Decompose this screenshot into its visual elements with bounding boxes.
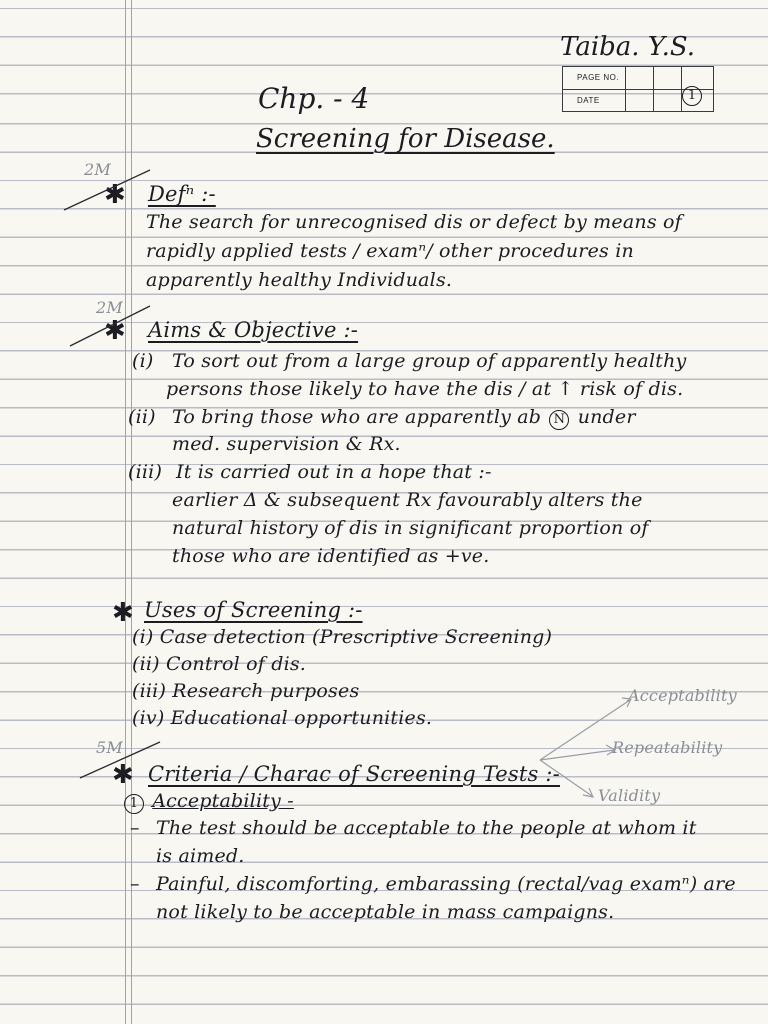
- criteria-bullet: –: [130, 873, 140, 895]
- circled-number-icon: 1: [124, 794, 144, 814]
- criteria-subheading: 1 Acceptability -: [122, 790, 294, 814]
- criteria-branch: Validity: [598, 786, 661, 805]
- aims-item-line: To bring those who are apparently ab N under: [172, 406, 636, 428]
- criteria-heading: Criteria / Charac of Screening Tests :-: [148, 762, 560, 786]
- criteria-branch: Acceptability: [628, 686, 737, 705]
- criteria-branch: Repeatability: [612, 738, 723, 757]
- stamp-page-label: PAGE NO.: [577, 73, 620, 82]
- uses-item: (i) Case detection (Prescriptive Screening): [132, 626, 553, 648]
- aims-item-line: med. supervision & Rx.: [172, 433, 401, 455]
- aims-item-line: earlier Δ & subsequent Rx favourably alters the: [172, 489, 643, 511]
- definition-heading: Defⁿ :-: [148, 182, 216, 206]
- definition-line: rapidly applied tests / examⁿ/ other procedures in: [146, 240, 634, 262]
- star-mark: ✱: [104, 180, 126, 210]
- marks-label: 2M: [96, 298, 123, 317]
- marks-label: 5M: [96, 738, 123, 757]
- definition-line: apparently healthy Individuals.: [146, 269, 453, 291]
- uses-item: (ii) Control of dis.: [132, 653, 307, 675]
- marks-strike: [80, 742, 160, 778]
- uses-heading: Uses of Screening :-: [144, 598, 363, 622]
- aims-item-num: (iii): [128, 461, 163, 483]
- definition-line: The search for unrecognised dis or defect by means of: [146, 211, 682, 233]
- up-arrow-icon: ↑: [557, 378, 574, 400]
- marks-strike: [64, 170, 150, 210]
- aims-heading: Aims & Objective :-: [148, 318, 359, 342]
- criteria-line: The test should be acceptable to the people at whom it: [156, 817, 697, 839]
- uses-item: (iii) Research purposes: [132, 680, 360, 702]
- aims-item-line: persons those likely to have the dis / at ↑ risk of dis.: [166, 378, 684, 400]
- page-title: Screening for Disease.: [256, 124, 555, 154]
- aims-item-line: It is carried out in a hope that :-: [176, 461, 492, 483]
- criteria-line: not likely to be acceptable in mass campaigns.: [156, 901, 615, 923]
- branch-arrow: [540, 760, 592, 796]
- stamp-date-label: DATE: [563, 89, 713, 112]
- star-mark: ✱: [104, 316, 126, 346]
- branch-arrow: [540, 750, 614, 760]
- aims-item-line: those who are identified as +ve.: [172, 545, 490, 567]
- aims-item-line: natural history of dis in significant proportion of: [172, 517, 649, 539]
- criteria-line: is aimed.: [156, 845, 245, 867]
- star-mark: ✱: [112, 598, 134, 628]
- aims-item-num: (i): [132, 350, 154, 372]
- marks-strike: [70, 306, 150, 346]
- aims-item-line: To sort out from a large group of apparently healthy: [172, 350, 687, 372]
- uses-item: (iv) Educational opportunities.: [132, 707, 433, 729]
- criteria-line: Painful, discomforting, embarassing (rectal/vag examⁿ) are: [156, 873, 736, 895]
- star-mark: ✱: [112, 760, 134, 790]
- aims-item-num: (ii): [128, 406, 156, 428]
- marks-label: 2M: [84, 160, 111, 179]
- circled-n-icon: N: [549, 410, 569, 430]
- chapter-label: Chp. - 4: [258, 82, 370, 115]
- branch-arrow: [540, 700, 630, 760]
- criteria-bullet: –: [130, 817, 140, 839]
- page-number: 1: [680, 86, 704, 106]
- author-signature: Taiba. Y.S.: [560, 32, 696, 62]
